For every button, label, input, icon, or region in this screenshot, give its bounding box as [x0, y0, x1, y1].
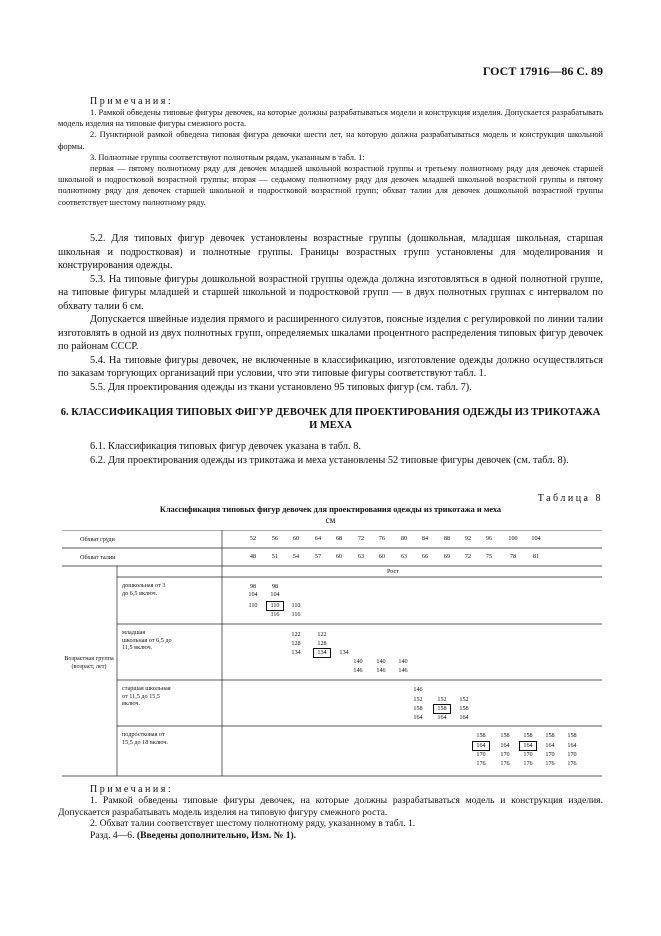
- height-cell: 176: [476, 760, 486, 767]
- height-cell: 104: [270, 591, 280, 598]
- height-cell: 116: [291, 611, 301, 618]
- height-cell: 140: [353, 658, 363, 665]
- table-unit: см: [325, 515, 336, 525]
- height-cell: 170: [567, 751, 577, 758]
- section-title: 6. КЛАССИФИКАЦИЯ ТИПОВЫХ ФИГУР ДЕВОЧЕК ДЛЯ ПРОЕКТИРОВАНИЯ ОДЕЖДЫ ИЗ ТРИКОТАЖА И МЕХА: [60, 407, 601, 431]
- waist-value: 60: [335, 553, 343, 560]
- chest-value: 64: [314, 535, 322, 542]
- height-cell: 158: [413, 705, 423, 712]
- height-cell: 140: [376, 658, 386, 665]
- waist-label: Обхват талии: [80, 554, 116, 561]
- group-label-teen: подростковая от 15,5 до 18 включ.: [122, 731, 168, 746]
- height-cell: 110: [291, 602, 301, 609]
- page-header: ГОСТ 17916—86 С. 89: [482, 64, 603, 78]
- chest-value: 104: [531, 535, 541, 542]
- paragraph: 5.3. На типовые фигуры дошкольной возрастной группы одежда должна изготовляться в одной полнотной группе, на типовые фигуры младшей и старшей школьной и подростковой групп — в двух полнотных группах с интервалом по обхвату талии 6 см.: [58, 273, 603, 312]
- waist-value: 66: [421, 553, 429, 560]
- group-label-preschool: дошкольная от 3 до 6,5 включ.: [122, 582, 166, 597]
- waist-value: 75: [485, 553, 493, 560]
- note-item: 3. Полнотные группы соответствуют полнотным рядам, указанным в табл. 1:: [90, 152, 365, 162]
- rost-label: Рост: [387, 568, 399, 575]
- paragraph: 6.2. Для проектирования одежды из трикотажа и меха установлены 52 типовые фигуры девочек (см. табл. 8).: [90, 454, 569, 466]
- height-cell: 170: [545, 751, 555, 758]
- note-item: 1. Рамкой обведены типовые фигуры девочек, на которые должны разрабатываться модели и конструкция изделия. Допускается разрабатывать модель изделия на типовые фигуры смежного роста.: [58, 108, 603, 129]
- height-cell: 98: [249, 583, 257, 590]
- notes-top: [58, 96, 603, 208]
- height-cell: 170: [523, 751, 533, 758]
- waist-value: 60: [378, 553, 386, 560]
- chest-value: 80: [400, 535, 408, 542]
- height-cell: 164: [413, 714, 423, 721]
- height-cell: 146: [353, 667, 363, 674]
- paragraph: 5.2. Для типовых фигур девочек установлены возрастные группы (дошкольная, младшая школьная, старшая школьная и подростковая) и полнотные группы. Границы возрастных групп установлены для моделирования и конструирования одежды.: [58, 233, 603, 271]
- height-cell: 152: [437, 696, 447, 703]
- note-item: 2. Обхват талии соответствует шестому полнотному ряду, указанному в табл. 1.: [90, 818, 416, 829]
- waist-value: 69: [443, 553, 451, 560]
- waist-value: 54: [292, 553, 300, 560]
- paragraph: Допускается швейные изделия прямого и расширенного силуэтов, поясные изделия с регулировкой по линии талии изготовлять в одной из двух полнотных групп, определяемых шкалами процентного распределения типовых фигур девочек по районам СССР.: [58, 314, 603, 352]
- height-cell: 146: [413, 686, 423, 693]
- amendment-line: [58, 830, 603, 842]
- note-item: 1. Рамкой обведены типовые фигуры девочек, на которые должны разрабатываться модель и конструкция изделия. Допускается разрабатывать модель изделия на типовую фигуру смежного роста.: [58, 795, 603, 818]
- waist-value: 51: [271, 553, 279, 560]
- height-cell: 164: [567, 742, 577, 749]
- height-cell: 158: [523, 732, 533, 739]
- notes-bottom: [58, 784, 603, 841]
- row-header: Возрастная группа (возраст, лет): [64, 655, 114, 670]
- chest-label: Обхват груди: [80, 536, 115, 543]
- height-cell: 176: [545, 760, 555, 767]
- height-cell-boxed: 110: [267, 602, 283, 610]
- height-cell: 152: [459, 696, 469, 703]
- height-cell: 164: [500, 742, 510, 749]
- height-cell: 134: [339, 649, 349, 656]
- height-cell: 176: [567, 760, 577, 767]
- waist-value: 63: [357, 553, 365, 560]
- chest-value: 92: [464, 535, 472, 542]
- paragraphs-group-b: [58, 440, 603, 467]
- waist-value: 78: [509, 553, 517, 560]
- paragraphs-group-a: [58, 232, 603, 394]
- waist-value: 57: [314, 553, 322, 560]
- height-cell: 98: [271, 583, 279, 590]
- height-cell-boxed: 158: [434, 705, 450, 713]
- height-cell: 152: [413, 696, 423, 703]
- group-label-junior: младшая школьная от 6,5 до 11,5 включ.: [122, 629, 172, 651]
- group-label-senior: старшая школьная от 11,5 до 15,5 включ.: [122, 685, 171, 707]
- height-cell: 158: [500, 732, 510, 739]
- chest-value: 72: [357, 535, 365, 542]
- height-cell: 134: [291, 649, 301, 656]
- height-cell: 128: [317, 640, 327, 647]
- height-cell: 146: [398, 667, 408, 674]
- height-cell: 176: [523, 760, 533, 767]
- table-number: Таблица 8: [537, 493, 603, 504]
- height-cell: 128: [291, 640, 301, 647]
- height-cell: 158: [545, 732, 555, 739]
- chest-value: 76: [378, 535, 386, 542]
- height-cell: 164: [545, 742, 555, 749]
- amendment-text: (Введены дополнительно, Изм. № 1).: [136, 829, 297, 841]
- height-cell: 104: [248, 591, 258, 598]
- chest-value: 96: [485, 535, 493, 542]
- height-cell: 164: [437, 714, 447, 721]
- note-item: первая — пятому полнотному ряду для девочек младшей школьной возрастной группы и третьему полнотному ряду для девочек старшей школьной и подростковой возрастной группы; вторая — седьмому полнотному ряду для девочек младшей школьной возрастной группы и пятому полнотному ряду для девочек старшей школьной и подростковой возрастной групп; обхват талии для девочек дошкольной возрастной группы соответствует шестому полнотному ряду.: [58, 164, 603, 207]
- paragraph: 5.5. Для проектирования одежды из ткани установлено 95 типовых фигур (см. табл. 7).: [90, 381, 472, 393]
- height-cell: 170: [476, 751, 486, 758]
- note-item: 2. Пунктирной рамкой обведена типовая фигура девочки шести лет, на которую должна разрабатываться модель и конструкция школьной формы.: [58, 130, 603, 151]
- chest-value: 68: [335, 535, 343, 542]
- height-cell: 116: [270, 611, 280, 618]
- height-cell: 158: [567, 732, 577, 739]
- waist-value: 48: [249, 553, 257, 560]
- waist-value: 72: [464, 553, 472, 560]
- height-cell-boxed: 134: [314, 649, 330, 657]
- chest-value: 60: [292, 535, 300, 542]
- classification-table: [62, 530, 602, 778]
- chest-value: 88: [443, 535, 451, 542]
- paragraph: 6.1. Классификация типовых фигур девочек указана в табл. 8.: [90, 441, 361, 452]
- height-cell: 122: [317, 631, 327, 638]
- chest-value: 84: [421, 535, 429, 542]
- notes-title: Примечания:: [90, 96, 174, 107]
- height-cell: 164: [459, 714, 469, 721]
- chest-value: 100: [508, 535, 518, 542]
- height-cell: 158: [459, 705, 469, 712]
- chest-value: 52: [249, 535, 257, 542]
- height-cell-boxed: 164: [473, 742, 489, 750]
- height-cell: 170: [500, 751, 510, 758]
- height-cell: 176: [500, 760, 510, 767]
- chest-value: 56: [271, 535, 279, 542]
- waist-value: 63: [400, 553, 408, 560]
- height-cell: 110: [248, 602, 258, 609]
- height-cell: 122: [291, 631, 301, 638]
- notes-title: Примечания:: [90, 784, 174, 795]
- amendment-prefix: Разд. 4—6.: [90, 829, 137, 841]
- height-cell: 146: [376, 667, 386, 674]
- table-title: Классификация типовых фигур девочек для проектирования одежды из трикотажа и меха: [159, 505, 502, 514]
- height-cell: 140: [398, 658, 408, 665]
- height-cell-boxed: 164: [520, 742, 536, 750]
- paragraph: 5.4. На типовые фигуры девочек, не включенные в классификацию, изготовление одежды должно осуществляться по заказам торгующих организаций при условии, что эти типовые фигуры соответствуют табл. 1.: [58, 354, 603, 379]
- waist-value: 81: [532, 553, 540, 560]
- height-cell: 158: [476, 732, 486, 739]
